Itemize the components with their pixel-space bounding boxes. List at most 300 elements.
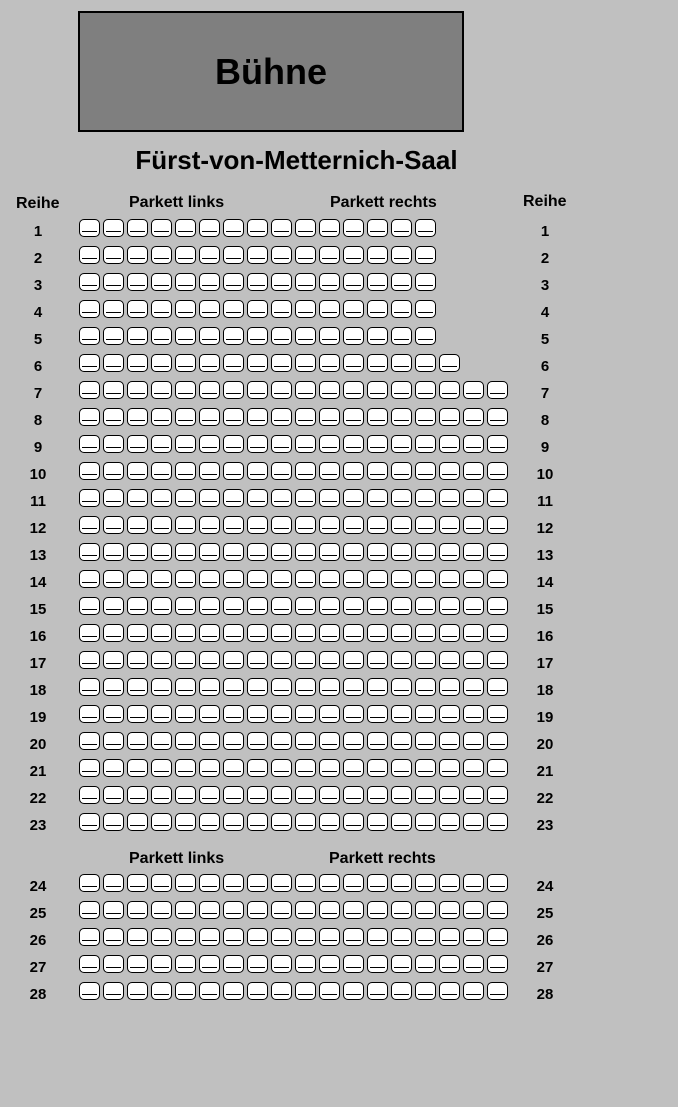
seat-row-13-7[interactable] bbox=[223, 543, 244, 561]
seat-row-20-3[interactable] bbox=[127, 732, 148, 750]
seat-row-18-10[interactable] bbox=[295, 678, 316, 696]
seat-row-16-8[interactable] bbox=[247, 624, 268, 642]
seat-row-28-10[interactable] bbox=[295, 982, 316, 1000]
seat-row-15-1[interactable] bbox=[79, 597, 100, 615]
seat-row-11-15[interactable] bbox=[415, 489, 436, 507]
seat-row-17-8[interactable] bbox=[247, 651, 268, 669]
seat-row-21-7[interactable] bbox=[223, 759, 244, 777]
seat-row-6-13[interactable] bbox=[367, 354, 388, 372]
seat-row-17-11[interactable] bbox=[319, 651, 340, 669]
seat-row-8-7[interactable] bbox=[223, 408, 244, 426]
seat-row-12-9[interactable] bbox=[271, 516, 292, 534]
seat-row-9-4[interactable] bbox=[151, 435, 172, 453]
seat-row-15-3[interactable] bbox=[127, 597, 148, 615]
seat-row-20-10[interactable] bbox=[295, 732, 316, 750]
seat-row-27-11[interactable] bbox=[319, 955, 340, 973]
seat-row-24-6[interactable] bbox=[199, 874, 220, 892]
seat-row-13-6[interactable] bbox=[199, 543, 220, 561]
seat-row-21-4[interactable] bbox=[151, 759, 172, 777]
seat-row-8-15[interactable] bbox=[415, 408, 436, 426]
seat-row-12-17[interactable] bbox=[463, 516, 484, 534]
seat-row-21-10[interactable] bbox=[295, 759, 316, 777]
seat-row-19-11[interactable] bbox=[319, 705, 340, 723]
seat-row-28-6[interactable] bbox=[199, 982, 220, 1000]
seat-row-22-1[interactable] bbox=[79, 786, 100, 804]
seat-row-9-15[interactable] bbox=[415, 435, 436, 453]
seat-row-1-9[interactable] bbox=[271, 219, 292, 237]
seat-row-22-7[interactable] bbox=[223, 786, 244, 804]
seat-row-14-2[interactable] bbox=[103, 570, 124, 588]
seat-row-6-11[interactable] bbox=[319, 354, 340, 372]
seat-row-27-14[interactable] bbox=[391, 955, 412, 973]
seat-row-8-1[interactable] bbox=[79, 408, 100, 426]
seat-row-23-15[interactable] bbox=[415, 813, 436, 831]
seat-row-8-9[interactable] bbox=[271, 408, 292, 426]
seat-row-23-16[interactable] bbox=[439, 813, 460, 831]
seat-row-8-5[interactable] bbox=[175, 408, 196, 426]
seat-row-19-3[interactable] bbox=[127, 705, 148, 723]
seat-row-5-8[interactable] bbox=[247, 327, 268, 345]
seat-row-22-10[interactable] bbox=[295, 786, 316, 804]
seat-row-5-15[interactable] bbox=[415, 327, 436, 345]
seat-row-28-5[interactable] bbox=[175, 982, 196, 1000]
seat-row-10-17[interactable] bbox=[463, 462, 484, 480]
seat-row-27-9[interactable] bbox=[271, 955, 292, 973]
seat-row-16-16[interactable] bbox=[439, 624, 460, 642]
seat-row-25-12[interactable] bbox=[343, 901, 364, 919]
seat-row-25-9[interactable] bbox=[271, 901, 292, 919]
seat-row-15-12[interactable] bbox=[343, 597, 364, 615]
seat-row-13-11[interactable] bbox=[319, 543, 340, 561]
seat-row-17-6[interactable] bbox=[199, 651, 220, 669]
seat-row-12-2[interactable] bbox=[103, 516, 124, 534]
seat-row-2-10[interactable] bbox=[295, 246, 316, 264]
seat-row-17-18[interactable] bbox=[487, 651, 508, 669]
seat-row-15-10[interactable] bbox=[295, 597, 316, 615]
seat-row-2-9[interactable] bbox=[271, 246, 292, 264]
seat-row-28-11[interactable] bbox=[319, 982, 340, 1000]
seat-row-11-16[interactable] bbox=[439, 489, 460, 507]
seat-row-6-16[interactable] bbox=[439, 354, 460, 372]
seat-row-14-3[interactable] bbox=[127, 570, 148, 588]
seat-row-18-6[interactable] bbox=[199, 678, 220, 696]
seat-row-18-7[interactable] bbox=[223, 678, 244, 696]
seat-row-15-18[interactable] bbox=[487, 597, 508, 615]
seat-row-11-17[interactable] bbox=[463, 489, 484, 507]
seat-row-14-15[interactable] bbox=[415, 570, 436, 588]
seat-row-28-18[interactable] bbox=[487, 982, 508, 1000]
seat-row-7-9[interactable] bbox=[271, 381, 292, 399]
seat-row-3-15[interactable] bbox=[415, 273, 436, 291]
seat-row-26-8[interactable] bbox=[247, 928, 268, 946]
seat-row-20-18[interactable] bbox=[487, 732, 508, 750]
seat-row-18-15[interactable] bbox=[415, 678, 436, 696]
seat-row-14-18[interactable] bbox=[487, 570, 508, 588]
seat-row-23-2[interactable] bbox=[103, 813, 124, 831]
seat-row-26-15[interactable] bbox=[415, 928, 436, 946]
seat-row-13-15[interactable] bbox=[415, 543, 436, 561]
seat-row-19-4[interactable] bbox=[151, 705, 172, 723]
seat-row-23-6[interactable] bbox=[199, 813, 220, 831]
seat-row-20-5[interactable] bbox=[175, 732, 196, 750]
seat-row-10-13[interactable] bbox=[367, 462, 388, 480]
seat-row-15-9[interactable] bbox=[271, 597, 292, 615]
seat-row-7-5[interactable] bbox=[175, 381, 196, 399]
seat-row-13-8[interactable] bbox=[247, 543, 268, 561]
seat-row-18-13[interactable] bbox=[367, 678, 388, 696]
seat-row-23-18[interactable] bbox=[487, 813, 508, 831]
seat-row-3-12[interactable] bbox=[343, 273, 364, 291]
seat-row-23-7[interactable] bbox=[223, 813, 244, 831]
seat-row-13-17[interactable] bbox=[463, 543, 484, 561]
seat-row-2-14[interactable] bbox=[391, 246, 412, 264]
seat-row-10-11[interactable] bbox=[319, 462, 340, 480]
seat-row-16-18[interactable] bbox=[487, 624, 508, 642]
seat-row-4-4[interactable] bbox=[151, 300, 172, 318]
seat-row-21-13[interactable] bbox=[367, 759, 388, 777]
seat-row-12-1[interactable] bbox=[79, 516, 100, 534]
seat-row-22-14[interactable] bbox=[391, 786, 412, 804]
seat-row-9-14[interactable] bbox=[391, 435, 412, 453]
seat-row-10-4[interactable] bbox=[151, 462, 172, 480]
seat-row-6-14[interactable] bbox=[391, 354, 412, 372]
seat-row-4-3[interactable] bbox=[127, 300, 148, 318]
seat-row-24-9[interactable] bbox=[271, 874, 292, 892]
seat-row-7-2[interactable] bbox=[103, 381, 124, 399]
seat-row-13-5[interactable] bbox=[175, 543, 196, 561]
seat-row-19-18[interactable] bbox=[487, 705, 508, 723]
seat-row-17-5[interactable] bbox=[175, 651, 196, 669]
seat-row-6-3[interactable] bbox=[127, 354, 148, 372]
seat-row-21-11[interactable] bbox=[319, 759, 340, 777]
seat-row-17-14[interactable] bbox=[391, 651, 412, 669]
seat-row-25-7[interactable] bbox=[223, 901, 244, 919]
seat-row-8-13[interactable] bbox=[367, 408, 388, 426]
seat-row-19-2[interactable] bbox=[103, 705, 124, 723]
seat-row-14-17[interactable] bbox=[463, 570, 484, 588]
seat-row-23-12[interactable] bbox=[343, 813, 364, 831]
seat-row-20-14[interactable] bbox=[391, 732, 412, 750]
seat-row-16-11[interactable] bbox=[319, 624, 340, 642]
seat-row-13-1[interactable] bbox=[79, 543, 100, 561]
seat-row-4-15[interactable] bbox=[415, 300, 436, 318]
seat-row-16-15[interactable] bbox=[415, 624, 436, 642]
seat-row-7-6[interactable] bbox=[199, 381, 220, 399]
seat-row-6-8[interactable] bbox=[247, 354, 268, 372]
seat-row-2-2[interactable] bbox=[103, 246, 124, 264]
seat-row-19-7[interactable] bbox=[223, 705, 244, 723]
seat-row-27-10[interactable] bbox=[295, 955, 316, 973]
seat-row-8-10[interactable] bbox=[295, 408, 316, 426]
seat-row-14-11[interactable] bbox=[319, 570, 340, 588]
seat-row-2-12[interactable] bbox=[343, 246, 364, 264]
seat-row-25-1[interactable] bbox=[79, 901, 100, 919]
seat-row-18-14[interactable] bbox=[391, 678, 412, 696]
seat-row-27-12[interactable] bbox=[343, 955, 364, 973]
seat-row-4-13[interactable] bbox=[367, 300, 388, 318]
seat-row-27-15[interactable] bbox=[415, 955, 436, 973]
seat-row-16-3[interactable] bbox=[127, 624, 148, 642]
seat-row-22-15[interactable] bbox=[415, 786, 436, 804]
seat-row-28-2[interactable] bbox=[103, 982, 124, 1000]
seat-row-28-17[interactable] bbox=[463, 982, 484, 1000]
seat-row-15-4[interactable] bbox=[151, 597, 172, 615]
seat-row-18-17[interactable] bbox=[463, 678, 484, 696]
seat-row-20-6[interactable] bbox=[199, 732, 220, 750]
seat-row-1-8[interactable] bbox=[247, 219, 268, 237]
seat-row-26-13[interactable] bbox=[367, 928, 388, 946]
seat-row-26-6[interactable] bbox=[199, 928, 220, 946]
seat-row-10-18[interactable] bbox=[487, 462, 508, 480]
seat-row-24-12[interactable] bbox=[343, 874, 364, 892]
seat-row-9-8[interactable] bbox=[247, 435, 268, 453]
seat-row-26-11[interactable] bbox=[319, 928, 340, 946]
seat-row-20-12[interactable] bbox=[343, 732, 364, 750]
seat-row-15-17[interactable] bbox=[463, 597, 484, 615]
seat-row-3-7[interactable] bbox=[223, 273, 244, 291]
seat-row-13-2[interactable] bbox=[103, 543, 124, 561]
seat-row-16-2[interactable] bbox=[103, 624, 124, 642]
seat-row-6-9[interactable] bbox=[271, 354, 292, 372]
seat-row-17-4[interactable] bbox=[151, 651, 172, 669]
seat-row-20-7[interactable] bbox=[223, 732, 244, 750]
seat-row-5-12[interactable] bbox=[343, 327, 364, 345]
seat-row-9-16[interactable] bbox=[439, 435, 460, 453]
seat-row-7-11[interactable] bbox=[319, 381, 340, 399]
seat-row-9-12[interactable] bbox=[343, 435, 364, 453]
seat-row-11-11[interactable] bbox=[319, 489, 340, 507]
seat-row-14-12[interactable] bbox=[343, 570, 364, 588]
seat-row-6-5[interactable] bbox=[175, 354, 196, 372]
seat-row-26-5[interactable] bbox=[175, 928, 196, 946]
seat-row-6-12[interactable] bbox=[343, 354, 364, 372]
seat-row-18-5[interactable] bbox=[175, 678, 196, 696]
seat-row-3-9[interactable] bbox=[271, 273, 292, 291]
seat-row-12-5[interactable] bbox=[175, 516, 196, 534]
seat-row-9-3[interactable] bbox=[127, 435, 148, 453]
seat-row-3-13[interactable] bbox=[367, 273, 388, 291]
seat-row-27-6[interactable] bbox=[199, 955, 220, 973]
seat-row-24-8[interactable] bbox=[247, 874, 268, 892]
seat-row-11-13[interactable] bbox=[367, 489, 388, 507]
seat-row-7-8[interactable] bbox=[247, 381, 268, 399]
seat-row-12-6[interactable] bbox=[199, 516, 220, 534]
seat-row-13-10[interactable] bbox=[295, 543, 316, 561]
seat-row-24-11[interactable] bbox=[319, 874, 340, 892]
seat-row-8-16[interactable] bbox=[439, 408, 460, 426]
seat-row-16-6[interactable] bbox=[199, 624, 220, 642]
seat-row-26-17[interactable] bbox=[463, 928, 484, 946]
seat-row-13-16[interactable] bbox=[439, 543, 460, 561]
seat-row-21-15[interactable] bbox=[415, 759, 436, 777]
seat-row-3-5[interactable] bbox=[175, 273, 196, 291]
seat-row-27-8[interactable] bbox=[247, 955, 268, 973]
seat-row-24-14[interactable] bbox=[391, 874, 412, 892]
seat-row-13-13[interactable] bbox=[367, 543, 388, 561]
seat-row-6-15[interactable] bbox=[415, 354, 436, 372]
seat-row-4-9[interactable] bbox=[271, 300, 292, 318]
seat-row-7-16[interactable] bbox=[439, 381, 460, 399]
seat-row-3-10[interactable] bbox=[295, 273, 316, 291]
seat-row-12-18[interactable] bbox=[487, 516, 508, 534]
seat-row-25-18[interactable] bbox=[487, 901, 508, 919]
seat-row-10-8[interactable] bbox=[247, 462, 268, 480]
seat-row-2-1[interactable] bbox=[79, 246, 100, 264]
seat-row-10-10[interactable] bbox=[295, 462, 316, 480]
seat-row-8-8[interactable] bbox=[247, 408, 268, 426]
seat-row-23-17[interactable] bbox=[463, 813, 484, 831]
seat-row-1-14[interactable] bbox=[391, 219, 412, 237]
seat-row-1-12[interactable] bbox=[343, 219, 364, 237]
seat-row-8-6[interactable] bbox=[199, 408, 220, 426]
seat-row-3-6[interactable] bbox=[199, 273, 220, 291]
seat-row-16-13[interactable] bbox=[367, 624, 388, 642]
seat-row-11-2[interactable] bbox=[103, 489, 124, 507]
seat-row-22-5[interactable] bbox=[175, 786, 196, 804]
seat-row-22-12[interactable] bbox=[343, 786, 364, 804]
seat-row-11-10[interactable] bbox=[295, 489, 316, 507]
seat-row-3-11[interactable] bbox=[319, 273, 340, 291]
seat-row-6-2[interactable] bbox=[103, 354, 124, 372]
seat-row-10-12[interactable] bbox=[343, 462, 364, 480]
seat-row-25-14[interactable] bbox=[391, 901, 412, 919]
seat-row-5-14[interactable] bbox=[391, 327, 412, 345]
seat-row-12-4[interactable] bbox=[151, 516, 172, 534]
seat-row-17-7[interactable] bbox=[223, 651, 244, 669]
seat-row-19-5[interactable] bbox=[175, 705, 196, 723]
seat-row-9-6[interactable] bbox=[199, 435, 220, 453]
seat-row-22-16[interactable] bbox=[439, 786, 460, 804]
seat-row-14-14[interactable] bbox=[391, 570, 412, 588]
seat-row-9-1[interactable] bbox=[79, 435, 100, 453]
seat-row-5-1[interactable] bbox=[79, 327, 100, 345]
seat-row-19-8[interactable] bbox=[247, 705, 268, 723]
seat-row-17-3[interactable] bbox=[127, 651, 148, 669]
seat-row-22-8[interactable] bbox=[247, 786, 268, 804]
seat-row-14-7[interactable] bbox=[223, 570, 244, 588]
seat-row-21-5[interactable] bbox=[175, 759, 196, 777]
seat-row-5-7[interactable] bbox=[223, 327, 244, 345]
seat-row-2-8[interactable] bbox=[247, 246, 268, 264]
seat-row-12-7[interactable] bbox=[223, 516, 244, 534]
seat-row-14-5[interactable] bbox=[175, 570, 196, 588]
seat-row-9-5[interactable] bbox=[175, 435, 196, 453]
seat-row-23-5[interactable] bbox=[175, 813, 196, 831]
seat-row-14-4[interactable] bbox=[151, 570, 172, 588]
seat-row-20-8[interactable] bbox=[247, 732, 268, 750]
seat-row-4-8[interactable] bbox=[247, 300, 268, 318]
seat-row-24-15[interactable] bbox=[415, 874, 436, 892]
seat-row-11-9[interactable] bbox=[271, 489, 292, 507]
seat-row-25-13[interactable] bbox=[367, 901, 388, 919]
seat-row-5-3[interactable] bbox=[127, 327, 148, 345]
seat-row-3-14[interactable] bbox=[391, 273, 412, 291]
seat-row-17-13[interactable] bbox=[367, 651, 388, 669]
seat-row-1-5[interactable] bbox=[175, 219, 196, 237]
seat-row-25-8[interactable] bbox=[247, 901, 268, 919]
seat-row-22-2[interactable] bbox=[103, 786, 124, 804]
seat-row-23-9[interactable] bbox=[271, 813, 292, 831]
seat-row-28-3[interactable] bbox=[127, 982, 148, 1000]
seat-row-10-3[interactable] bbox=[127, 462, 148, 480]
seat-row-12-12[interactable] bbox=[343, 516, 364, 534]
seat-row-5-6[interactable] bbox=[199, 327, 220, 345]
seat-row-5-13[interactable] bbox=[367, 327, 388, 345]
seat-row-27-4[interactable] bbox=[151, 955, 172, 973]
seat-row-18-16[interactable] bbox=[439, 678, 460, 696]
seat-row-2-4[interactable] bbox=[151, 246, 172, 264]
seat-row-15-16[interactable] bbox=[439, 597, 460, 615]
seat-row-27-1[interactable] bbox=[79, 955, 100, 973]
seat-row-3-4[interactable] bbox=[151, 273, 172, 291]
seat-row-16-17[interactable] bbox=[463, 624, 484, 642]
seat-row-19-13[interactable] bbox=[367, 705, 388, 723]
seat-row-9-10[interactable] bbox=[295, 435, 316, 453]
seat-row-7-15[interactable] bbox=[415, 381, 436, 399]
seat-row-8-4[interactable] bbox=[151, 408, 172, 426]
seat-row-10-7[interactable] bbox=[223, 462, 244, 480]
seat-row-9-2[interactable] bbox=[103, 435, 124, 453]
seat-row-23-14[interactable] bbox=[391, 813, 412, 831]
seat-row-5-4[interactable] bbox=[151, 327, 172, 345]
seat-row-25-3[interactable] bbox=[127, 901, 148, 919]
seat-row-23-1[interactable] bbox=[79, 813, 100, 831]
seat-row-11-6[interactable] bbox=[199, 489, 220, 507]
seat-row-27-2[interactable] bbox=[103, 955, 124, 973]
seat-row-26-14[interactable] bbox=[391, 928, 412, 946]
seat-row-2-3[interactable] bbox=[127, 246, 148, 264]
seat-row-25-17[interactable] bbox=[463, 901, 484, 919]
seat-row-17-2[interactable] bbox=[103, 651, 124, 669]
seat-row-16-14[interactable] bbox=[391, 624, 412, 642]
seat-row-22-11[interactable] bbox=[319, 786, 340, 804]
seat-row-4-6[interactable] bbox=[199, 300, 220, 318]
seat-row-1-6[interactable] bbox=[199, 219, 220, 237]
seat-row-8-17[interactable] bbox=[463, 408, 484, 426]
seat-row-27-5[interactable] bbox=[175, 955, 196, 973]
seat-row-22-6[interactable] bbox=[199, 786, 220, 804]
seat-row-26-2[interactable] bbox=[103, 928, 124, 946]
seat-row-21-17[interactable] bbox=[463, 759, 484, 777]
seat-row-20-1[interactable] bbox=[79, 732, 100, 750]
seat-row-23-3[interactable] bbox=[127, 813, 148, 831]
seat-row-8-12[interactable] bbox=[343, 408, 364, 426]
seat-row-8-14[interactable] bbox=[391, 408, 412, 426]
seat-row-12-14[interactable] bbox=[391, 516, 412, 534]
seat-row-13-18[interactable] bbox=[487, 543, 508, 561]
seat-row-24-2[interactable] bbox=[103, 874, 124, 892]
seat-row-18-4[interactable] bbox=[151, 678, 172, 696]
seat-row-28-16[interactable] bbox=[439, 982, 460, 1000]
seat-row-25-4[interactable] bbox=[151, 901, 172, 919]
seat-row-10-14[interactable] bbox=[391, 462, 412, 480]
seat-row-21-6[interactable] bbox=[199, 759, 220, 777]
seat-row-13-3[interactable] bbox=[127, 543, 148, 561]
seat-row-22-13[interactable] bbox=[367, 786, 388, 804]
seat-row-19-17[interactable] bbox=[463, 705, 484, 723]
seat-row-15-6[interactable] bbox=[199, 597, 220, 615]
seat-row-7-4[interactable] bbox=[151, 381, 172, 399]
seat-row-26-1[interactable] bbox=[79, 928, 100, 946]
seat-row-3-2[interactable] bbox=[103, 273, 124, 291]
seat-row-22-3[interactable] bbox=[127, 786, 148, 804]
seat-row-19-15[interactable] bbox=[415, 705, 436, 723]
seat-row-15-15[interactable] bbox=[415, 597, 436, 615]
seat-row-18-8[interactable] bbox=[247, 678, 268, 696]
seat-row-12-15[interactable] bbox=[415, 516, 436, 534]
seat-row-12-11[interactable] bbox=[319, 516, 340, 534]
seat-row-1-1[interactable] bbox=[79, 219, 100, 237]
